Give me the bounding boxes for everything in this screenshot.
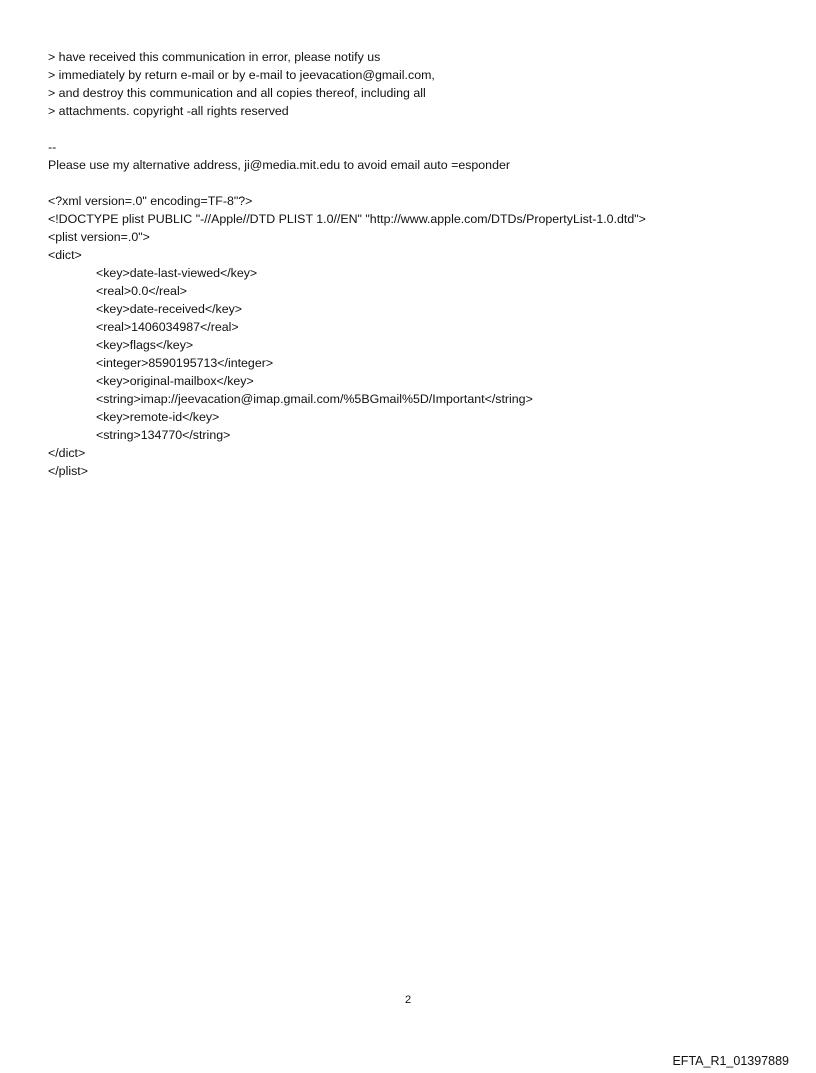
- plist-entry: <real>0.0</real>: [96, 284, 187, 298]
- plist-entry: <string>imap://jeevacation@imap.gmail.com/%5BGmail%5D/Important</string>: [96, 392, 533, 406]
- signature-separator: --: [48, 140, 57, 154]
- page-number: 2: [404, 994, 412, 1006]
- disclaimer-line: > have received this communication in error, please notify us: [48, 50, 381, 64]
- dict-open-tag: <dict>: [48, 248, 82, 262]
- plist-entry: <key>date-received</key>: [96, 302, 243, 316]
- plist-entry: <integer>8590195713</integer>: [96, 356, 274, 370]
- plist-entry: <key>original-mailbox</key>: [96, 374, 254, 388]
- signature-text: Please use my alternative address, ji@media.mit.edu to avoid email auto =esponder: [48, 158, 510, 172]
- plist-entry: <key>remote-id</key>: [96, 410, 220, 424]
- plist-entry: <real>1406034987</real>: [96, 320, 239, 334]
- plist-entry: <string>134770</string>: [96, 428, 231, 442]
- disclaimer-line: > immediately by return e-mail or by e-mail to jeevacation@gmail.com,: [48, 68, 435, 82]
- doctype-declaration: <!DOCTYPE plist PUBLIC "-//Apple//DTD PLIST 1.0//EN" "http://www.apple.com/DTDs/PropertyList-1.0.dtd">: [48, 212, 646, 226]
- document-id: EFTA_R1_01397889: [672, 1054, 789, 1068]
- plist-close-tag: </plist>: [48, 464, 88, 478]
- plist-entry: <key>flags</key>: [96, 338, 194, 352]
- xml-declaration: <?xml version=.0" encoding=TF-8"?>: [48, 194, 253, 208]
- plist-entry: <key>date-last-viewed</key>: [96, 266, 258, 280]
- disclaimer-line: > and destroy this communication and all copies thereof, including all: [48, 86, 426, 100]
- dict-close-tag: </dict>: [48, 446, 86, 460]
- plist-open-tag: <plist version=.0">: [48, 230, 150, 244]
- disclaimer-line: > attachments. copyright -all rights reserved: [48, 104, 289, 118]
